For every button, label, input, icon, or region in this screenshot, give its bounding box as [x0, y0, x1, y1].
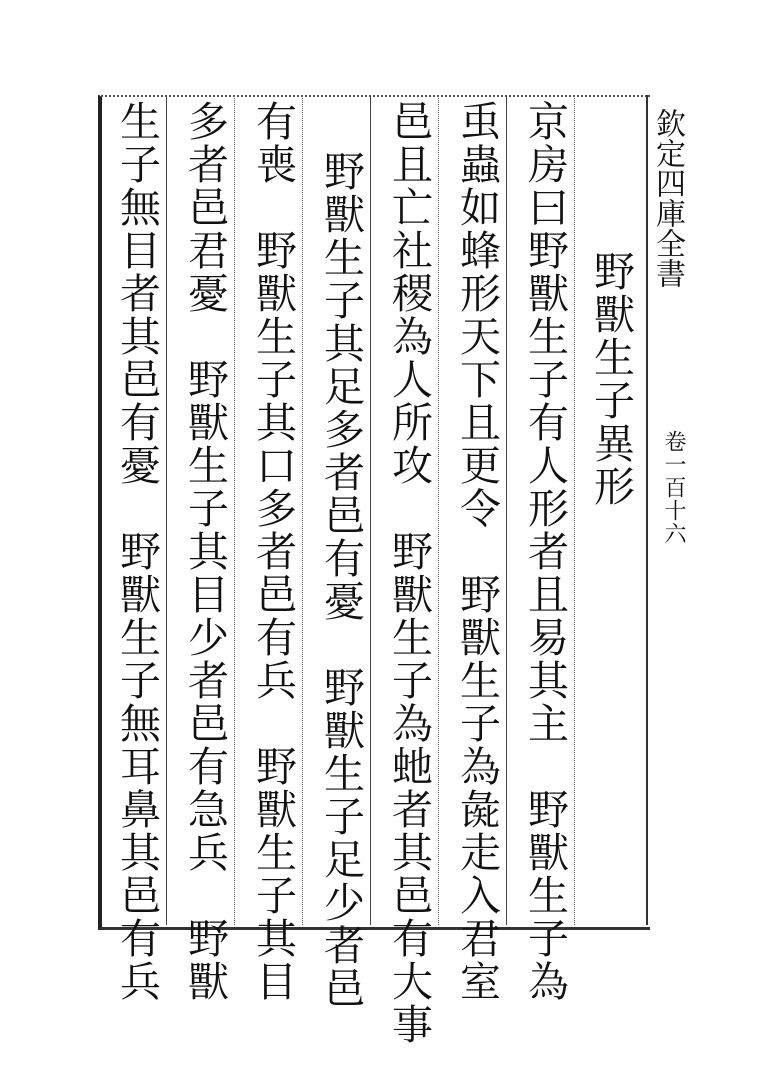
column-rule [166, 95, 167, 925]
column-rule [574, 95, 575, 925]
text-column-2: 䖝蟲如蜂形天下且更令 野獸生子為彘走入君室 [453, 100, 501, 1003]
volume-label: 卷一百十六 [661, 430, 686, 545]
column-rule [506, 95, 507, 925]
column-rule [302, 95, 303, 925]
section-heading: 野獸生子異形 [587, 250, 635, 508]
text-column-7: 生子無目者其邑有憂 野獸生子無耳鼻其邑有兵 [113, 100, 161, 1003]
collection-title: 欽定四庫全書 [650, 108, 685, 288]
text-column-1: 京房曰野獸生子有人形者且易其主 野獸生子為 [521, 100, 569, 1003]
column-rule [438, 95, 439, 925]
column-rule [234, 95, 235, 925]
text-column-5: 有喪 野獸生子其口多者邑有兵 野獸生子其目 [249, 100, 297, 1003]
text-column-6: 多者邑君憂 野獸生子其目少者邑有急兵 野獸 [181, 100, 229, 1003]
text-column-4: 野獸生子其足多者邑有憂 野獸生子足少者邑 [317, 150, 365, 1010]
column-rule [370, 95, 371, 925]
text-column-3: 邑且亡社稷為人所攻 野獸生子為虵者其邑有大事 [385, 100, 433, 1046]
margin-divider [646, 95, 649, 925]
